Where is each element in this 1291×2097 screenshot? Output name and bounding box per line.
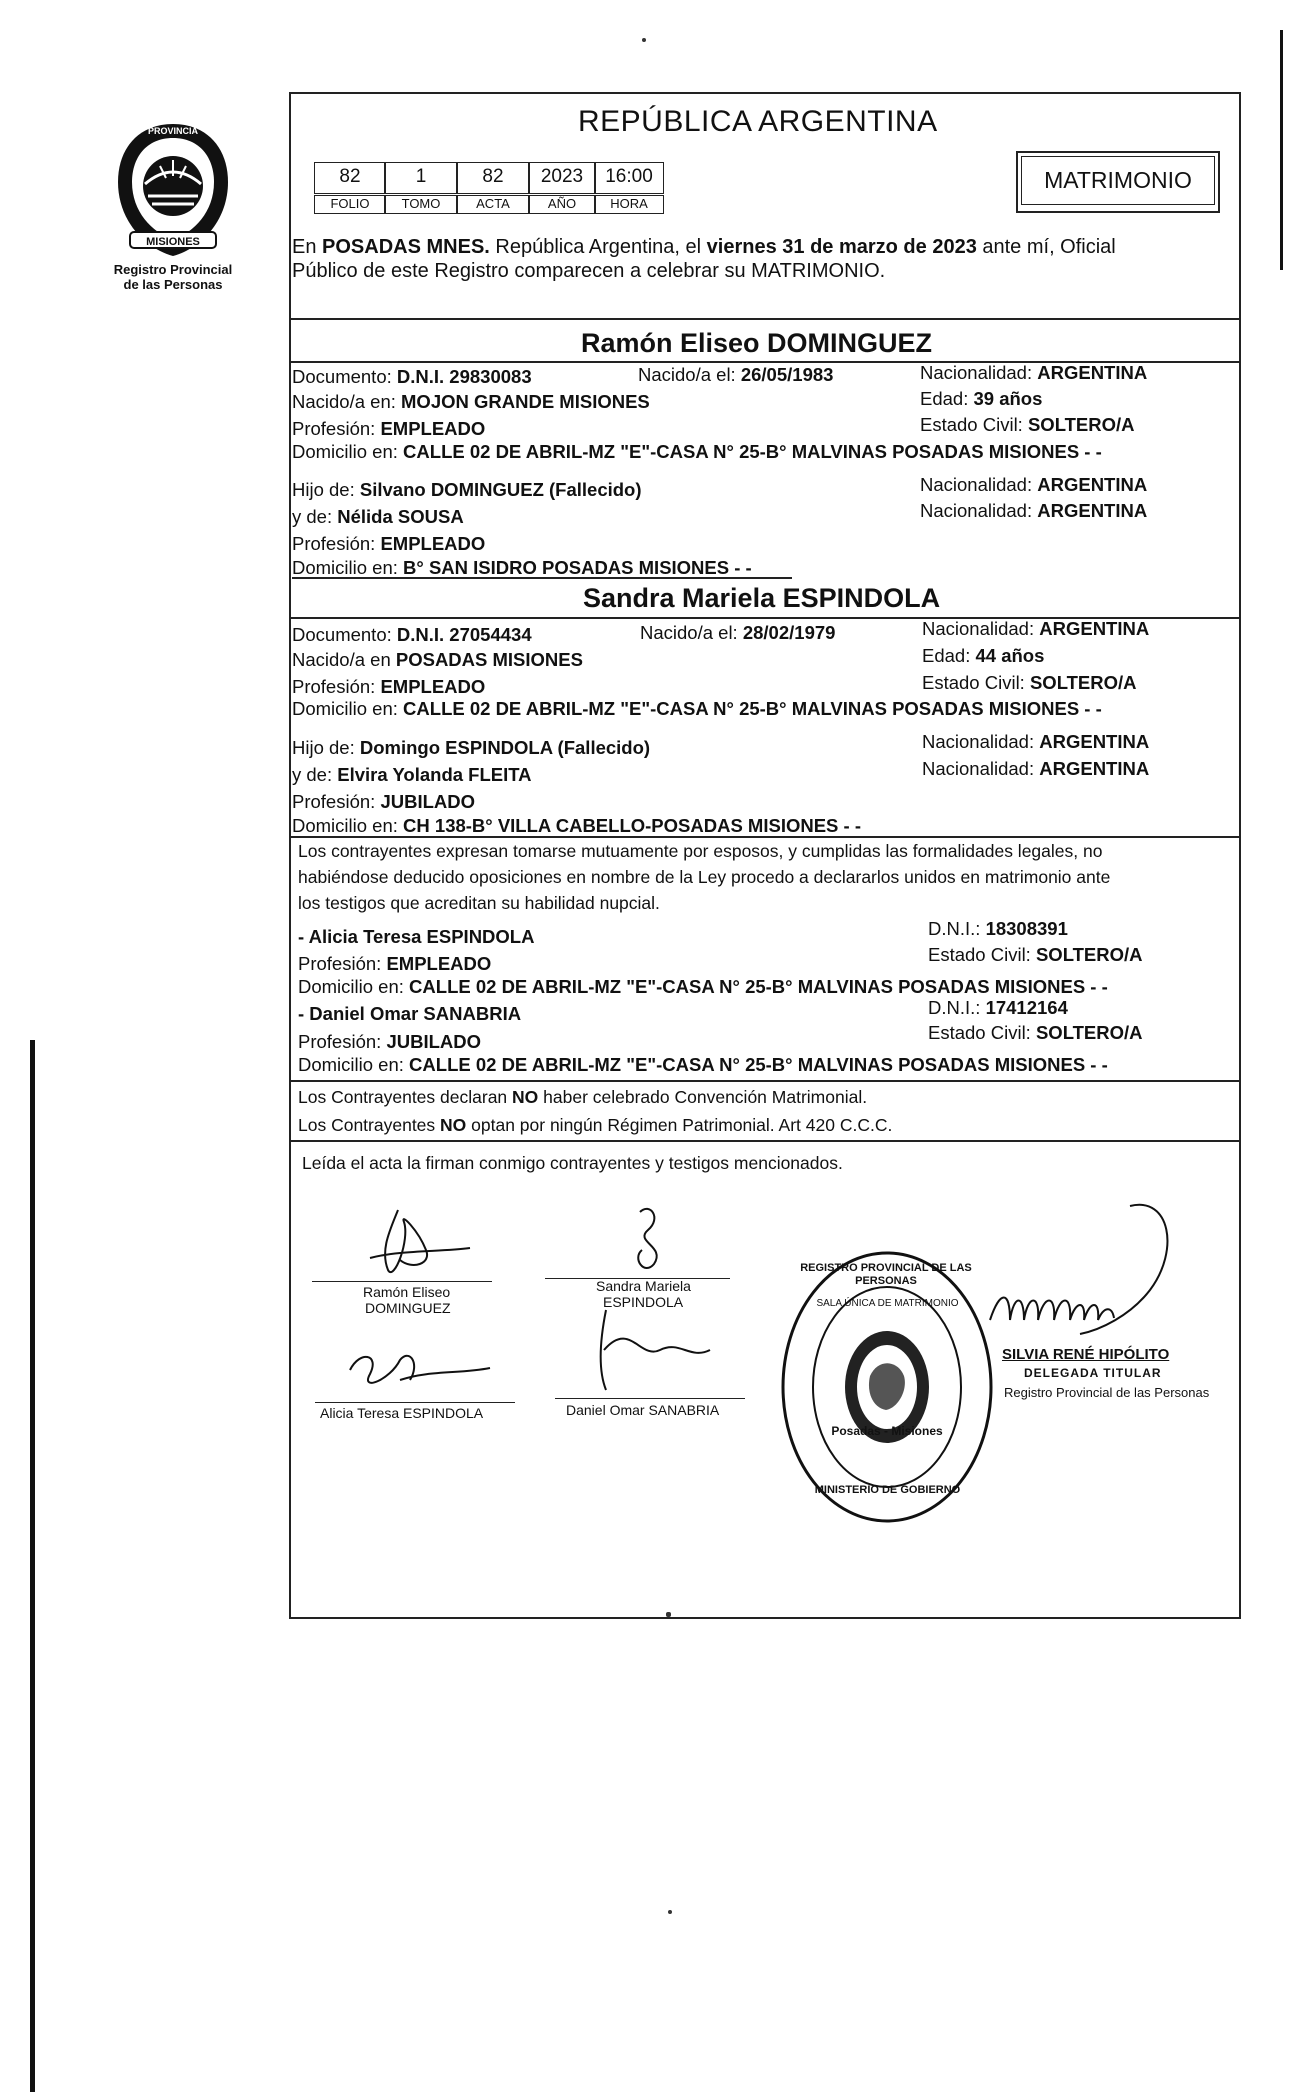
svg-text:PROVINCIA: PROVINCIA: [147, 126, 199, 136]
act-type-box: [1016, 151, 1220, 213]
spouse1-father: Hijo de: Silvano DOMINGUEZ (Fallecido): [292, 479, 642, 500]
seal-bottom-text: MINISTERIO DE GOBIERNO: [814, 1484, 961, 1496]
intro-line-2: Público de este Registro comparecen a celebrar su MATRIMONIO.: [292, 260, 886, 282]
witness1-profession: Profesión: EMPLEADO: [298, 953, 492, 974]
acta-value: 82: [456, 162, 530, 194]
closing-statement: Leída el acta la firman conmigo contrayentes y testigos mencionados.: [302, 1153, 843, 1173]
tomo-value: 1: [384, 162, 458, 194]
spouse2-father-nationality: Nacionalidad: ARGENTINA: [922, 731, 1150, 752]
sig-caption-1b: DOMINGUEZ: [365, 1300, 451, 1316]
divider-6: [289, 1080, 1239, 1082]
acta-label: ACTA: [456, 195, 530, 214]
sig-line-3: [315, 1402, 515, 1403]
officer-name: SILVIA RENÉ HIPÓLITO: [1002, 1346, 1170, 1363]
witness2-profession: Profesión: JUBILADO: [298, 1031, 481, 1052]
spouse2-age: Edad: 44 años: [922, 645, 1045, 666]
seal-city-text: Posadas - Misiones: [831, 1424, 943, 1438]
witness1-name: - Alicia Teresa ESPINDOLA: [298, 926, 535, 947]
spouse1-nationality: Nacionalidad: ARGENTINA: [920, 362, 1148, 383]
svg-text:MISIONES: MISIONES: [146, 236, 200, 248]
officer-role: DELEGADA TITULAR: [1024, 1366, 1162, 1380]
witness1-address: Domicilio en: CALLE 02 DE ABRIL-MZ "E"-CASA N° 25-B° MALVINAS POSADAS MISIONES - -: [298, 976, 1108, 997]
scan-edge-right: [1280, 30, 1283, 270]
witness2-dni: D.N.I.: 17412164: [928, 997, 1068, 1018]
spouse2-address: Domicilio en: CALLE 02 DE ABRIL-MZ "E"-CASA N° 25-B° MALVINAS POSADAS MISIONES - -: [292, 698, 1102, 719]
spouse2-nationality: Nacionalidad: ARGENTINA: [922, 618, 1150, 639]
spouse2-parents-address: Domicilio en: CH 138-B° VILLA CABELLO-POSADAS MISIONES - -: [292, 815, 861, 836]
sig-caption-2a: Sandra Mariela: [596, 1278, 691, 1294]
folio-value: 82: [314, 162, 386, 194]
sig-line-4: [555, 1398, 745, 1399]
spouse2-document: Documento: D.N.I. 27054434: [292, 624, 532, 645]
seal-ring-text: REGISTRO PROVINCIAL DE LAS PERSONAS: [800, 1262, 972, 1287]
witness1-civil-status: Estado Civil: SOLTERO/A: [928, 944, 1143, 965]
signature-spouse1: [340, 1200, 490, 1290]
spouse2-father: Hijo de: Domingo ESPINDOLA (Fallecido): [292, 737, 651, 758]
divider-5: [289, 836, 1239, 838]
spouse2-civil-status: Estado Civil: SOLTERO/A: [922, 672, 1137, 693]
witness1-dni: D.N.I.: 18308391: [928, 918, 1068, 939]
folio-label: FOLIO: [314, 195, 386, 214]
spouse2-birthdate: Nacido/a el: 28/02/1979: [640, 622, 836, 643]
sig-caption-2b: ESPINDOLA: [603, 1294, 684, 1310]
spouse1-name: Ramón Eliseo DOMINGUEZ: [581, 328, 933, 358]
top-border: [289, 92, 1239, 94]
spouse1-father-nationality: Nacionalidad: ARGENTINA: [920, 474, 1148, 495]
sig-caption-4: Daniel Omar SANABRIA: [566, 1402, 720, 1418]
spouse2-mother: y de: Elvira Yolanda FLEITA: [292, 764, 532, 785]
sig-caption-3: Alicia Teresa ESPINDOLA: [320, 1405, 484, 1421]
spouse1-document: Documento: D.N.I. 29830083: [292, 366, 532, 387]
signature-witness1: [330, 1340, 500, 1410]
spouse1-civil-status: Estado Civil: SOLTERO/A: [920, 414, 1135, 435]
spouse1-mother-nationality: Nacionalidad: ARGENTINA: [920, 500, 1148, 521]
logo-caption-2: de las Personas: [123, 277, 223, 292]
divider-1: [289, 318, 1239, 320]
spouse2-birthplace: Nacido/a en POSADAS MISIONES: [292, 649, 583, 670]
registry-logo: [112, 120, 234, 260]
spouse1-birthdate: Nacido/a el: 26/05/1983: [638, 364, 834, 385]
spouse1-parents-address: Domicilio en: B° SAN ISIDRO POSADAS MISIONES - -: [292, 557, 752, 578]
tomo-label: TOMO: [384, 195, 458, 214]
spouse2-profession: Profesión: EMPLEADO: [292, 676, 486, 697]
declaration-line-3: los testigos que acreditan su habilidad nupcial.: [298, 893, 660, 913]
scan-dot-top: [642, 38, 646, 42]
seal-inner-text: SALA ÚNICA DE MATRIMONIO: [816, 1298, 959, 1309]
spouse2-parents-profession: Profesión: JUBILADO: [292, 791, 475, 812]
scan-dot-bottom: [666, 1612, 671, 1617]
logo-caption-1: Registro Provincial: [113, 262, 233, 277]
spouse1-profession: Profesión: EMPLEADO: [292, 418, 486, 439]
sig-line-1: [312, 1281, 492, 1282]
sig-caption-1a: Ramón Eliseo: [363, 1284, 451, 1300]
officer-org: Registro Provincial de las Personas: [1004, 1385, 1210, 1400]
scan-dot-low: [668, 1910, 672, 1914]
year-label: AÑO: [528, 195, 596, 214]
scan-edge-left: [30, 1040, 35, 2092]
divider-7: [289, 1140, 1239, 1142]
declaration-line-1: Los contrayentes expresan tomarse mutuamente por esposos, y cumplidas las formalidades legales, no: [298, 841, 1103, 861]
signature-officer: [980, 1190, 1210, 1350]
act-type-label: MATRIMONIO: [1021, 156, 1215, 205]
year-value: 2023: [528, 162, 596, 194]
declaration-line-2: habiéndose deducido oposiciones en nombre de la Ley procedo a declararlos unidos en matrimonio ante: [298, 867, 1111, 887]
spouse1-birthplace: Nacido/a en: MOJON GRANDE MISIONES: [292, 391, 650, 412]
spouse1-age: Edad: 39 años: [920, 388, 1043, 409]
country-title: REPÚBLICA ARGENTINA: [578, 105, 938, 138]
convention-2: Los Contrayentes NO optan por ningún Régimen Patrimonial. Art 420 C.C.C.: [298, 1115, 893, 1135]
hour-value: 16:00: [594, 162, 664, 194]
hour-label: HORA: [594, 195, 664, 214]
witness2-name: - Daniel Omar SANABRIA: [298, 1003, 522, 1024]
divider-3: [292, 577, 792, 579]
intro-line-1: En POSADAS MNES. República Argentina, el viernes 31 de marzo de 2023 ante mí, Oficial: [292, 236, 1116, 258]
spouse2-name: Sandra Mariela ESPINDOLA: [583, 583, 941, 613]
convention-1: Los Contrayentes declaran NO haber celebrado Convención Matrimonial.: [298, 1087, 868, 1107]
spouse2-mother-nationality: Nacionalidad: ARGENTINA: [922, 758, 1150, 779]
spouse1-parents-profession: Profesión: EMPLEADO: [292, 533, 486, 554]
witness2-address: Domicilio en: CALLE 02 DE ABRIL-MZ "E"-CASA N° 25-B° MALVINAS POSADAS MISIONES - -: [298, 1054, 1108, 1075]
witness2-civil-status: Estado Civil: SOLTERO/A: [928, 1022, 1143, 1043]
spouse1-address: Domicilio en: CALLE 02 DE ABRIL-MZ "E"-CASA N° 25-B° MALVINAS POSADAS MISIONES - -: [292, 441, 1102, 462]
spouse1-mother: y de: Nélida SOUSA: [292, 506, 464, 527]
